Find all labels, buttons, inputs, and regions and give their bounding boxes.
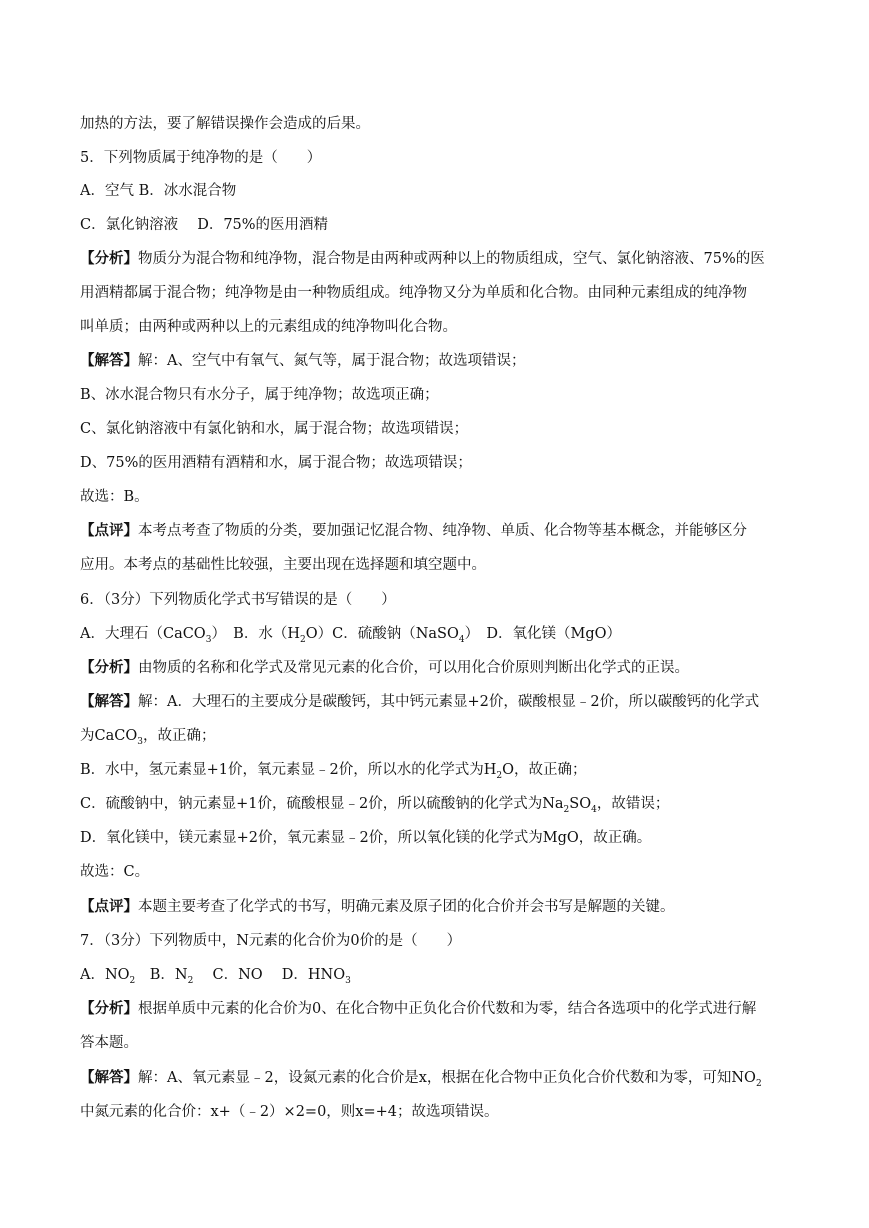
- q6-comment: [80, 897, 792, 917]
- text-line: 应用。本考点的基础性比较强，主要出现在选择题和填空题中。: [80, 557, 486, 573]
- subscript: 2: [187, 975, 194, 985]
- text-span: B．水中，氢元素显+1价，氧元素显﹣2价，所以水的化学式为H: [80, 762, 497, 778]
- analysis-label: 【分析】: [80, 659, 138, 676]
- q7-options: [80, 965, 792, 985]
- subscript: 2: [563, 804, 570, 814]
- question-5: 5．下列物质属于纯净物的是（ ）: [80, 150, 322, 166]
- subscript: 3: [345, 975, 351, 985]
- q5-options-cd: C．氯化钠溶液 D．75%的医用酒精: [80, 217, 329, 233]
- text-line: 故选：B。: [80, 489, 149, 505]
- analysis-label: 【分析】: [80, 1000, 138, 1017]
- text-line: [80, 760, 792, 780]
- answer-label: 【解答】: [80, 352, 138, 369]
- subscript: 2: [755, 1078, 762, 1088]
- text-span: 为CaCO: [80, 728, 138, 744]
- text-span: SO: [569, 796, 592, 812]
- text-span: C．硫酸钠中，钠元素显+1价，硫酸根显﹣2价，所以硫酸钠的化学式为Na: [80, 796, 564, 812]
- text-line: B、冰水混合物只有水分子，属于纯净物；故选项正确；: [80, 387, 439, 403]
- q5-analysis: [80, 249, 792, 269]
- subscript: 2: [496, 770, 503, 780]
- text-line: [80, 726, 792, 746]
- text-span: O，故正确；: [502, 762, 587, 778]
- text-span: ，故正确；: [142, 728, 216, 744]
- q6-answer: [80, 692, 792, 712]
- text-line: D．氧化镁中，镁元素显+2价，氧元素显﹣2价，所以氧化镁的化学式为MgO，故正确。: [80, 830, 652, 846]
- analysis-text: 由物质的名称和化学式及常见元素的化合价，可以用化合价原则判断出化学式的正误。: [138, 660, 689, 676]
- text-line: 用酒精都属于混合物；纯净物是由一种物质组成。纯净物又分为单质和化合物。由同种元素组成的纯净物: [80, 285, 747, 301]
- subscript: 4: [591, 804, 597, 814]
- q5-comment: [80, 521, 792, 541]
- text-span: O）C．硫酸钠（NaSO: [305, 626, 459, 642]
- subscript: 2: [300, 634, 306, 644]
- text-line: 叫单质；由两种或两种以上的元素组成的纯净物叫化合物。: [80, 319, 457, 335]
- q6-analysis: [80, 658, 792, 678]
- q5-answer: [80, 351, 792, 371]
- question-7: 7．（3分）下列物质中，N元素的化合价为0价的是（ ）: [80, 933, 462, 949]
- q5-options-ab: A．空气 B．冰水混合物: [80, 183, 237, 199]
- text-line: 故选：C。: [80, 864, 150, 880]
- text-span: A．大理石（CaCO: [80, 626, 206, 642]
- text-span: ） D．氧化镁（MgO）: [464, 626, 622, 642]
- analysis-text: 根据单质中元素的化合价为0、在化合物中正负化合价代数和为零，结合各选项中的化学式进行解: [138, 1001, 757, 1017]
- q7-answer: [80, 1068, 792, 1088]
- answer-text: 解：A、空气中有氧气、氮气等，属于混合物；故选项错误；: [138, 353, 526, 369]
- analysis-text: 物质分为混合物和纯净物，混合物是由两种或两种以上的物质组成，空气、氯化钠溶液、75%的医: [138, 251, 765, 267]
- text-line: C、氯化钠溶液中有氯化钠和水，属于混合物；故选项错误；: [80, 421, 469, 437]
- comment-label: 【点评】: [80, 522, 138, 539]
- text-line: 加热的方法，要了解错误操作会造成的后果。: [80, 116, 370, 132]
- text-span: B．N: [135, 967, 188, 983]
- answer-label: 【解答】: [80, 693, 138, 710]
- answer-text: 解：A、氧元素显﹣2，设氮元素的化合价是x，根据在化合物中正负化合价代数和为零，可知NO: [138, 1070, 756, 1086]
- text-span: C．NO D．HNO: [193, 967, 346, 983]
- answer-label: 【解答】: [80, 1069, 138, 1086]
- text-span: ） B．水（H: [211, 626, 300, 642]
- analysis-label: 【分析】: [80, 250, 138, 267]
- question-6: 6．（3分）下列物质化学式书写错误的是（ ）: [80, 592, 396, 608]
- q7-analysis: [80, 999, 792, 1019]
- comment-label: 【点评】: [80, 898, 138, 915]
- answer-text: 解：A．大理石的主要成分是碳酸钙，其中钙元素显+2价，碳酸根显﹣2价，所以碳酸钙的化学式: [138, 694, 760, 710]
- text-line: 答本题。: [80, 1035, 138, 1051]
- q6-options: [80, 624, 792, 644]
- comment-text: 本题主要考查了化学式的书写，明确元素及原子团的化合价并会书写是解题的关键。: [138, 899, 675, 915]
- subscript: 4: [458, 634, 465, 644]
- text-span: ，故错误；: [596, 796, 670, 812]
- subscript: 3: [137, 736, 143, 746]
- text-line: 中氮元素的化合价：x+（﹣2）×2=0，则x=+4；故选项错误。: [80, 1104, 499, 1120]
- subscript: 2: [129, 975, 136, 985]
- text-line: D、75%的医用酒精有酒精和水，属于混合物；故选项错误；: [80, 455, 472, 471]
- text-line: [80, 794, 792, 814]
- subscript: 3: [205, 634, 212, 644]
- text-span: A．NO: [80, 967, 130, 983]
- comment-text: 本考点考查了物质的分类，要加强记忆混合物、纯净物、单质、化合物等基本概念，并能够区分: [138, 523, 747, 539]
